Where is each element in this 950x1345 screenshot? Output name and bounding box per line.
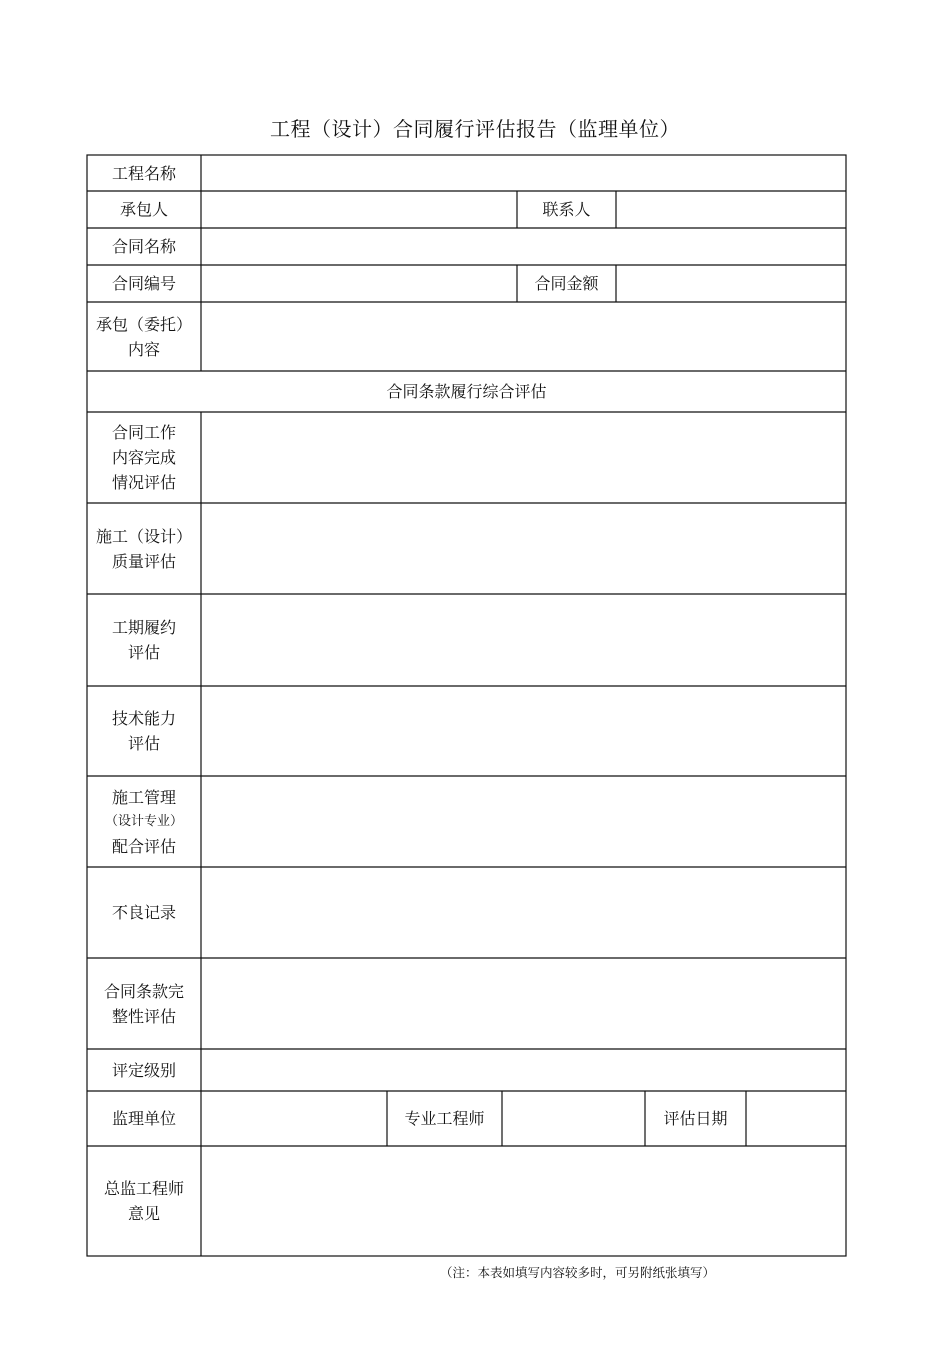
label-engineer: 专业工程师 — [404, 1109, 485, 1128]
label-schedule — [87, 594, 201, 686]
scope-field[interactable] — [201, 302, 846, 371]
label-contract-no: 合同编号 — [111, 274, 176, 293]
section-header: 合同条款履行综合评估 — [386, 382, 547, 401]
eval-date-field[interactable] — [746, 1091, 846, 1146]
label-work-completion — [87, 412, 201, 503]
label-schedule-line2: 评估 — [127, 643, 160, 662]
tech-field[interactable] — [201, 686, 846, 776]
label-work-line2: 内容完成 — [111, 448, 176, 467]
contract-name-field[interactable] — [201, 228, 846, 265]
label-terms-line2: 整性评估 — [111, 1006, 176, 1026]
quality-field[interactable] — [201, 503, 846, 594]
label-mgmt-line3: 配合评估 — [111, 836, 176, 856]
label-chief-line1: 总监工程师 — [103, 1179, 184, 1198]
label-quality — [87, 503, 201, 594]
rating-field[interactable] — [201, 1049, 846, 1091]
work-completion-field[interactable] — [201, 412, 846, 503]
label-terms-line1: 合同条款完 — [103, 981, 184, 1001]
label-tech-line2: 评估 — [127, 734, 160, 753]
engineer-field[interactable] — [502, 1091, 645, 1146]
label-terms — [87, 958, 201, 1049]
label-rating: 评定级别 — [111, 1060, 176, 1080]
label-quality-line2: 质量评估 — [111, 551, 176, 571]
label-management — [87, 776, 201, 867]
label-bad-record: 不良记录 — [111, 903, 176, 922]
terms-field[interactable] — [201, 958, 846, 1049]
label-contract-name: 合同名称 — [111, 237, 176, 256]
label-chief-line2: 意见 — [127, 1204, 160, 1223]
contractor-field[interactable] — [201, 191, 517, 228]
bad-record-field[interactable] — [201, 867, 846, 958]
label-tech-line1: 技术能力 — [111, 709, 176, 728]
label-scope-line1: 承包（委托） — [95, 314, 192, 334]
label-supervisor: 监理单位 — [111, 1109, 176, 1128]
contract-no-field[interactable] — [201, 265, 517, 302]
label-mgmt-line1: 施工管理 — [111, 787, 176, 807]
form-title: 工程（设计）合同履行评估报告（监理单位） — [270, 117, 680, 141]
management-field[interactable] — [201, 776, 846, 867]
contact-field[interactable] — [616, 191, 846, 228]
label-work-line1: 合同工作 — [111, 423, 176, 442]
footnote: （注：本表如填写内容较多时，可另附纸张填写） — [440, 1265, 716, 1280]
label-schedule-line1: 工期履约 — [111, 618, 176, 637]
label-contact: 联系人 — [542, 200, 591, 219]
supervisor-field[interactable] — [201, 1091, 387, 1146]
label-contractor: 承包人 — [119, 200, 168, 219]
contract-amount-field[interactable] — [616, 265, 846, 302]
label-eval-date: 评估日期 — [663, 1109, 728, 1128]
schedule-field[interactable] — [201, 594, 846, 686]
label-quality-line1: 施工（设计） — [95, 526, 192, 546]
project-name-field[interactable] — [201, 155, 846, 191]
label-scope-line2: 内容 — [127, 339, 160, 359]
chief-opinion-field[interactable] — [201, 1146, 846, 1256]
label-tech — [87, 686, 201, 776]
label-chief-opinion — [87, 1146, 201, 1256]
label-contract-amount: 合同金额 — [534, 274, 599, 293]
label-scope — [87, 302, 201, 371]
label-project-name: 工程名称 — [111, 163, 176, 183]
label-work-line3: 情况评估 — [111, 473, 176, 492]
label-mgmt-line2: （设计专业） — [104, 813, 183, 829]
